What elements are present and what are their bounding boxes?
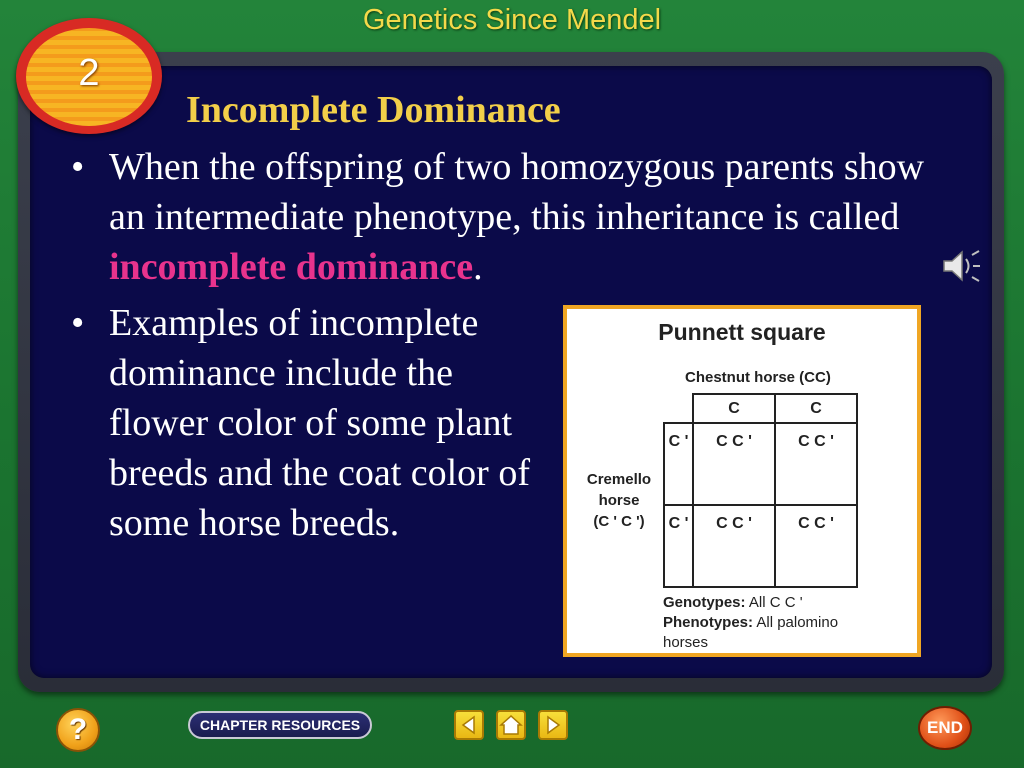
bullet-examples (71, 298, 549, 548)
phenotypes-value: All palomino (756, 614, 839, 631)
column-header: C (692, 393, 776, 424)
figure-results (663, 593, 838, 653)
figure-title: Punnett square (658, 319, 826, 345)
section-number: 2 (78, 52, 100, 94)
punnett-cell: C C ' (692, 422, 776, 506)
key-term: incomplete dominance (109, 246, 474, 288)
row-header: C ' (663, 422, 694, 506)
genotypes-value: All C C ' (748, 594, 803, 611)
home-button[interactable] (496, 710, 526, 740)
genotypes-label: Genotypes: (663, 594, 746, 611)
phenotypes-line (663, 613, 838, 633)
punnett-cell: C C ' (774, 504, 858, 588)
bullet-text: When the offspring of two homozygous parents show an intermediate phenotype, this inheritance is called (109, 146, 925, 238)
genotypes-line (663, 593, 838, 613)
phenotypes-line-2: horses (663, 634, 709, 651)
help-button[interactable]: ? (56, 708, 100, 752)
top-parent-label: Chestnut horse (CC) (685, 369, 831, 386)
side-label-line: Cremello (586, 471, 652, 488)
end-button[interactable]: END (918, 706, 972, 750)
next-button[interactable] (538, 710, 568, 740)
bullet-dot: • (71, 146, 85, 188)
side-label-line: horse (598, 492, 640, 509)
bullet-text: Examples of incomplete dominance include the flower color of some plant breeds and the coat color of some horse breeds. (109, 302, 530, 544)
speaker-icon[interactable] (938, 246, 982, 286)
home-icon (498, 712, 524, 738)
phenotypes-label: Phenotypes: (663, 614, 754, 631)
arrow-right-icon (540, 712, 566, 738)
punnett-cell: C C ' (692, 504, 776, 588)
arrow-left-icon (456, 712, 482, 738)
side-parent-label (571, 469, 667, 532)
bullet-dot: • (71, 302, 85, 344)
column-header: C (774, 393, 858, 424)
punnett-square-figure (563, 305, 921, 657)
chapter-resources-button[interactable]: CHAPTER RESOURCES (188, 711, 372, 739)
punnett-cell: C C ' (774, 422, 858, 506)
slide-title: Incomplete Dominance (186, 89, 561, 131)
bullet-text-end: . (473, 246, 483, 288)
row-header: C ' (663, 504, 694, 588)
previous-button[interactable] (454, 710, 484, 740)
header-title: Genetics Since Mendel (362, 4, 662, 36)
side-label-line: (C ' C ') (593, 513, 645, 530)
bullet-definition (71, 142, 949, 292)
